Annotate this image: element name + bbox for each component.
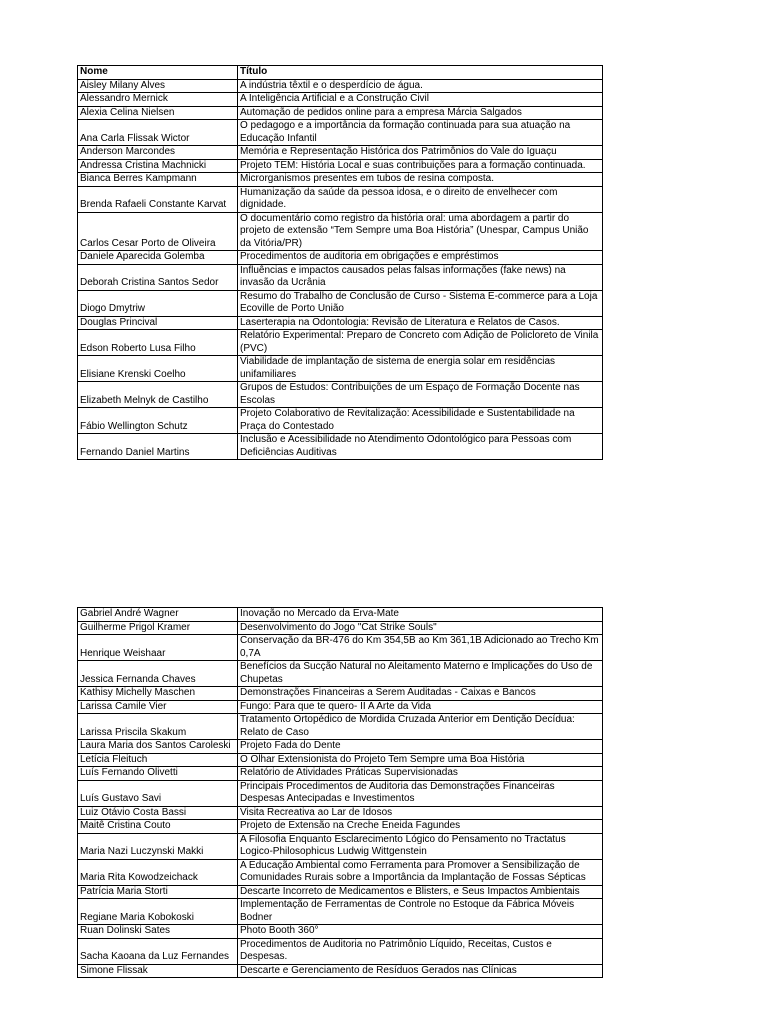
author-name-cell: Andressa Cristina Machnicki [78, 159, 238, 173]
author-name-cell: Sacha Kaoana da Luz Fernandes [78, 938, 238, 964]
author-name-cell: Edson Roberto Lusa Filho [78, 330, 238, 356]
table-row [78, 316, 603, 330]
paper-title-cell: Influências e impactos causados pelas falsas informações (fake news) na invasão da Ucrânia [238, 264, 603, 290]
paper-title-cell: Descarte e Gerenciamento de Resíduos Gerados nas Clínicas [238, 964, 603, 978]
paper-title-cell: Benefícios da Sucção Natural no Aleitamento Materno e Implicações do Uso de Chupetas [238, 661, 603, 687]
paper-title-cell: Projeto Fada do Dente [238, 740, 603, 754]
column-header-name: Nome [78, 66, 238, 80]
author-name-cell: Larissa Camile Vier [78, 700, 238, 714]
paper-title-cell: A Educação Ambiental como Ferramenta para Promover a Sensibilização de Comunidades Rurais sobre a Importância da Implantação de Fossas Sépticas [238, 859, 603, 885]
paper-title-cell: Relatório Experimental: Preparo de Concreto com Adição de Policloreto de Vinila (PVC) [238, 330, 603, 356]
paper-title-cell: O documentário como registro da história oral: uma abordagem a partir do projeto de extensão “Tem Sempre uma Boa História” (Unespar, Campus União da Vitória/PR) [238, 212, 603, 251]
author-name-cell: Bianca Berres Kampmann [78, 173, 238, 187]
paper-title-cell: Automação de pedidos online para a empresa Márcia Salgados [238, 106, 603, 120]
paper-title-cell: A Inteligência Artificial e a Construção Civil [238, 93, 603, 107]
table-row [78, 106, 603, 120]
paper-title-cell: Humanização da saúde da pessoa idosa, e o direito de envelhecer com dignidade. [238, 186, 603, 212]
paper-title-cell: Desenvolvimento do Jogo "Cat Strike Souls" [238, 621, 603, 635]
table-row [78, 700, 603, 714]
table-row [78, 173, 603, 187]
table-row [78, 885, 603, 899]
author-name-cell: Gabriel André Wagner [78, 608, 238, 622]
author-name-cell: Aisley Milany Alves [78, 79, 238, 93]
author-name-cell: Guilherme Prigol Kramer [78, 621, 238, 635]
presentations-table-1 [77, 65, 603, 460]
paper-title-cell: Implementação de Ferramentas de Controle no Estoque da Fábrica Móveis Bodner [238, 899, 603, 925]
paper-title-cell: A indústria têxtil e o desperdício de água. [238, 79, 603, 93]
paper-title-cell: Microrganismos presentes em tubos de resina composta. [238, 173, 603, 187]
author-name-cell: Regiane Maria Kobokoski [78, 899, 238, 925]
table-row [78, 780, 603, 806]
presentations-table-2 [77, 607, 603, 978]
table-row [78, 434, 603, 460]
author-name-cell: Diogo Dmytriw [78, 290, 238, 316]
table-row [78, 159, 603, 173]
paper-title-cell: Conservação da BR-476 do Km 354,5B ao Km 361,1B Adicionado ao Trecho Km 0,7A [238, 635, 603, 661]
author-name-cell: Simone Flissak [78, 964, 238, 978]
author-name-cell: Daniele Aparecida Golemba [78, 251, 238, 265]
table-row [78, 859, 603, 885]
author-name-cell: Fábio Wellington Schutz [78, 408, 238, 434]
paper-title-cell: Projeto TEM: História Local e suas contribuições para a formação continuada. [238, 159, 603, 173]
paper-title-cell: A Filosofia Enquanto Esclarecimento Lógico do Pensamento no Tractatus Logico-Philosophicus Ludwig Wittgenstein [238, 833, 603, 859]
author-name-cell: Deborah Cristina Santos Sedor [78, 264, 238, 290]
paper-title-cell: Laserterapia na Odontologia: Revisão de Literatura e Relatos de Casos. [238, 316, 603, 330]
table-row [78, 740, 603, 754]
author-name-cell: Henrique Weishaar [78, 635, 238, 661]
table-row [78, 608, 603, 622]
table-row [78, 899, 603, 925]
paper-title-cell: Visita Recreativa ao Lar de Idosos [238, 806, 603, 820]
author-name-cell: Luiz Otávio Costa Bassi [78, 806, 238, 820]
author-name-cell: Larissa Priscila Skakum [78, 714, 238, 740]
paper-title-cell: Projeto Colaborativo de Revitalização: Acessibilidade e Sustentabilidade na Praça do Contestado [238, 408, 603, 434]
author-name-cell: Letícia Fleituch [78, 753, 238, 767]
table-row [78, 621, 603, 635]
paper-title-cell: O Olhar Extensionista do Projeto Tem Sempre uma Boa História [238, 753, 603, 767]
table-row [78, 767, 603, 781]
table-row [78, 264, 603, 290]
paper-title-cell: Relatório de Atividades Práticas Supervisionadas [238, 767, 603, 781]
table-row [78, 833, 603, 859]
author-name-cell: Maitê Cristina Couto [78, 820, 238, 834]
paper-title-cell: Descarte Incorreto de Medicamentos e Blisters, e Seus Impactos Ambientais [238, 885, 603, 899]
table-row [78, 382, 603, 408]
author-name-cell: Luís Gustavo Savi [78, 780, 238, 806]
author-name-cell: Elisiane Krenski Coelho [78, 356, 238, 382]
paper-title-cell: Grupos de Estudos: Contribuições de um Espaço de Formação Docente nas Escolas [238, 382, 603, 408]
author-name-cell: Alessandro Mernick [78, 93, 238, 107]
paper-title-cell: Projeto de Extensão na Creche Eneida Fagundes [238, 820, 603, 834]
paper-title-cell: Procedimentos de Auditoria no Patrimônio Líquido, Receitas, Custos e Despesas. [238, 938, 603, 964]
author-name-cell: Carlos Cesar Porto de Oliveira [78, 212, 238, 251]
table-row [78, 186, 603, 212]
table-row [78, 661, 603, 687]
paper-title-cell: Viabilidade de implantação de sistema de energia solar em residências unifamiliares [238, 356, 603, 382]
author-name-cell: Ana Carla Flissak Wictor [78, 120, 238, 146]
column-header-title: Título [238, 66, 603, 80]
paper-title-cell: Inclusão e Acessibilidade no Atendimento Odontológico para Pessoas com Deficiências Auditivas [238, 434, 603, 460]
table-row [78, 146, 603, 160]
table-row [78, 330, 603, 356]
author-name-cell: Kathisy Michelly Maschen [78, 687, 238, 701]
author-name-cell: Laura Maria dos Santos Caroleski [78, 740, 238, 754]
paper-title-cell: Principais Procedimentos de Auditoria das Demonstrações Financeiras Despesas Antecipadas e Investimentos [238, 780, 603, 806]
paper-title-cell: Resumo do Trabalho de Conclusão de Curso - Sistema E-commerce para a Loja Ecoville de Porto União [238, 290, 603, 316]
table-row [78, 79, 603, 93]
table-row [78, 964, 603, 978]
author-name-cell: Anderson Marcondes [78, 146, 238, 160]
author-name-cell: Maria Rita Kowodzeichack [78, 859, 238, 885]
table-row [78, 93, 603, 107]
table-row [78, 635, 603, 661]
table-header-row [78, 66, 603, 80]
paper-title-cell: Tratamento Ortopédico de Mordida Cruzada Anterior em Dentição Decídua: Relato de Caso [238, 714, 603, 740]
paper-title-cell: Demonstrações Financeiras a Serem Auditadas - Caixas e Bancos [238, 687, 603, 701]
author-name-cell: Jessica Fernanda Chaves [78, 661, 238, 687]
table-row [78, 753, 603, 767]
table-row [78, 687, 603, 701]
table-row [78, 925, 603, 939]
author-name-cell: Luís Fernando Olivetti [78, 767, 238, 781]
author-name-cell: Brenda Rafaeli Constante Karvat [78, 186, 238, 212]
paper-title-cell: Photo Booth 360° [238, 925, 603, 939]
author-name-cell: Fernando Daniel Martins [78, 434, 238, 460]
paper-title-cell: Fungo: Para que te quero- II A Arte da Vida [238, 700, 603, 714]
author-name-cell: Maria Nazi Luczynski Makki [78, 833, 238, 859]
table-row [78, 120, 603, 146]
author-name-cell: Patrícia Maria Storti [78, 885, 238, 899]
table-row [78, 820, 603, 834]
paper-title-cell: Inovação no Mercado da Erva-Mate [238, 608, 603, 622]
table-row [78, 806, 603, 820]
author-name-cell: Douglas Princival [78, 316, 238, 330]
paper-title-cell: O pedagogo e a importância da formação continuada para sua atuação na Educação Infantil [238, 120, 603, 146]
table-row [78, 714, 603, 740]
author-name-cell: Ruan Dolinski Sates [78, 925, 238, 939]
table-row [78, 938, 603, 964]
paper-title-cell: Memória e Representação Histórica dos Patrimônios do Vale do Iguaçu [238, 146, 603, 160]
table-row [78, 290, 603, 316]
author-name-cell: Alexia Celina Nielsen [78, 106, 238, 120]
table-row [78, 251, 603, 265]
table-row [78, 408, 603, 434]
table-row [78, 356, 603, 382]
author-name-cell: Elizabeth Melnyk de Castilho [78, 382, 238, 408]
paper-title-cell: Procedimentos de auditoria em obrigações e empréstimos [238, 251, 603, 265]
table-row [78, 212, 603, 251]
